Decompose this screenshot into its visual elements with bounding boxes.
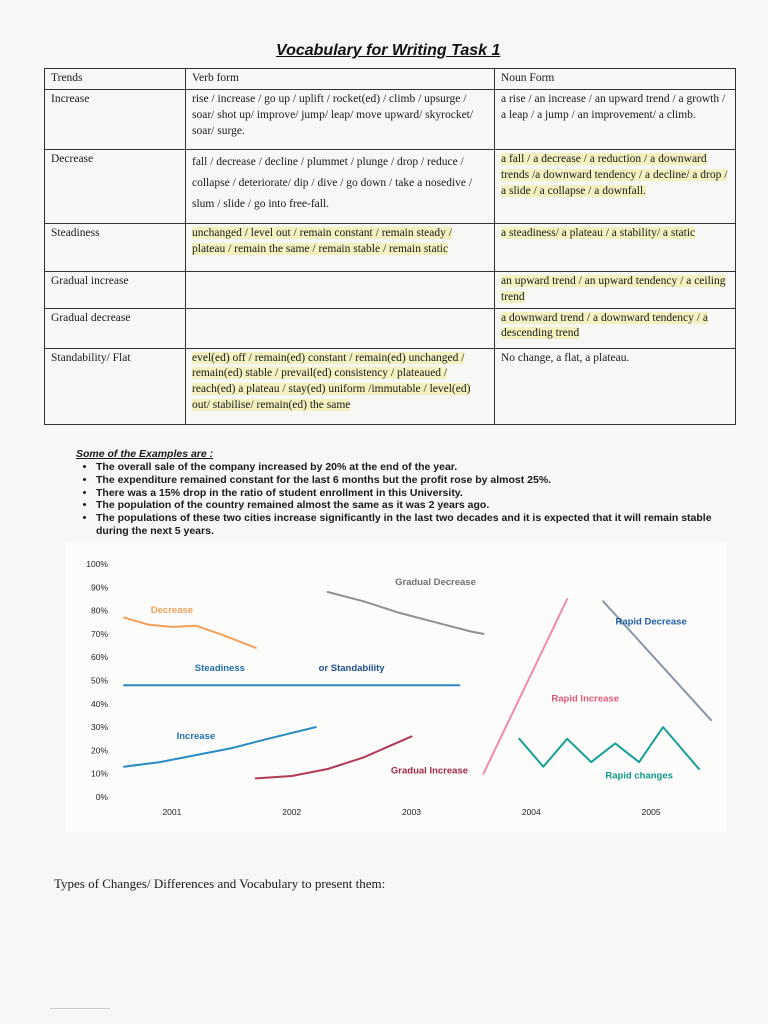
table-row [45,223,736,271]
y-tick-label: 10% [90,768,108,779]
chart-annotation: Gradual Increase [390,765,469,777]
series-line-gradual-decrease [328,592,484,634]
table-row [45,308,736,348]
page-title: Vocabulary for Writing Task 1 [276,42,501,59]
table-header-row [45,69,736,90]
chart-annotation: Steadiness [194,663,245,675]
x-tick-label: 2002 [282,807,302,817]
examples-section [76,448,736,538]
noun-cell: a fall / a decrease / a reduction / a downward trends /a downward tendency / a decline/ a drop / a slide / a collapse / a downfall. [495,149,736,223]
y-tick-label: 60% [90,652,108,663]
example-item: • The expenditure remained constant for the last 6 months but the profit rose by almost 25%. [96,474,736,487]
example-item: • The populations of these two cities increase significantly in the last two decades and it is expected that it will remain stable during the next 5 years. [96,512,736,538]
verb-cell [186,271,495,308]
vocabulary-table [44,68,736,425]
x-tick-label: 2004 [521,807,541,817]
y-tick-label: 40% [90,698,108,709]
y-tick-label: 70% [90,628,108,639]
table-row [45,89,736,149]
chart-annotation: Rapid changes [605,770,673,782]
y-tick-label: 50% [90,675,108,686]
y-tick-label: 20% [90,745,108,756]
y-tick-label: 0% [95,792,108,802]
chart-annotation: Decrease [150,604,194,616]
table-row [45,348,736,424]
examples-list [76,461,736,538]
verb-cell: rise / increase / go up / uplift / rocket(ed) / climb / upsurge / soar/ shot up/ improve/ jump/ leap/ move upward/ skyrocket/ soar/ surge. [186,89,495,149]
trend-chart-svg [66,542,726,832]
x-tick-label: 2003 [402,807,421,817]
series-line-decrease [124,618,256,648]
header-verb-form: Verb form [186,69,495,90]
header-noun-form: Noun Form [495,69,736,90]
noun-cell: a steadiness/ a plateau / a stability/ a static [495,223,736,271]
examples-heading: Some of the Examples are : [76,448,214,460]
footer-text: Types of Changes/ Differences and Vocabulary to present them: [54,876,386,891]
y-tick-label: 30% [90,722,108,733]
y-tick-label: 100% [86,559,108,569]
table-row [45,149,736,223]
trend-cell: Gradual decrease [45,308,186,348]
header-trends: Trends [45,69,186,90]
footer-divider [50,1008,110,1009]
noun-cell: a rise / an increase / an upward trend / a growth / a leap / a jump / an improvement/ a climb. [495,89,736,149]
y-tick-label: 90% [90,582,108,593]
verb-cell: unchanged / level out / remain constant / remain steady / plateau / remain the same / remain stable / remain static [186,223,495,271]
noun-cell: an upward trend / an upward tendency / a ceiling trend [495,271,736,308]
trend-cell: Standability/ Flat [45,348,186,424]
example-item: • The overall sale of the company increased by 20% at the end of the year. [96,461,736,474]
trend-cell: Increase [45,89,186,149]
trend-cell: Decrease [45,149,186,223]
x-tick-label: 2005 [641,807,661,817]
example-item: • There was a 15% drop in the ratio of student enrollment in this University. [96,487,736,500]
x-tick-label: 2001 [162,807,182,817]
noun-cell: a downward trend / a downward tendency / a descending trend [495,308,736,348]
chart-annotation: Rapid Increase [551,693,620,705]
table-row [45,271,736,308]
chart-annotation: Increase [176,730,216,742]
example-item: • The population of the country remained almost the same as it was 2 years ago. [96,499,736,512]
series-line-rapid-increase [483,599,567,774]
chart-annotation: Rapid Decrease [615,616,687,628]
trend-cell: Steadiness [45,223,186,271]
verb-cell: fall / decrease / decline / plummet / plunge / drop / reduce / collapse / deteriorate/ dip / dive / go down / take a nosedive / slum / slide / go into free-fall. [186,149,495,223]
verb-cell: evel(ed) off / remain(ed) constant / remain(ed) unchanged / remain(ed) stable / prevail(ed) consistency / plateaued / reach(ed) a plateau / stay(ed) uniform /immutable / level(ed) out/ stabilise/ remain(ed) the same [186,348,495,424]
series-line-increase [124,727,316,767]
series-line-rapid-changes [519,727,699,769]
noun-cell: No change, a flat, a plateau. [495,348,736,424]
y-tick-label: 80% [90,605,108,616]
chart-annotation: or Standability [318,663,385,675]
trend-cell: Gradual increase [45,271,186,308]
series-line-gradual-increase [256,736,412,778]
chart-annotation: Gradual Decrease [395,576,476,588]
trend-chart [66,542,726,832]
verb-cell [186,308,495,348]
